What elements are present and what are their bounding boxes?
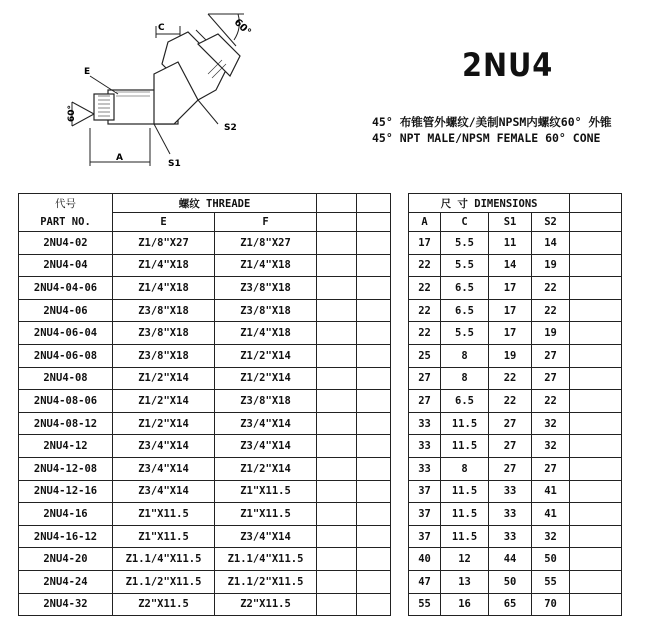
cell-blank — [357, 232, 391, 255]
cell-thread-f: Z3/4"X14 — [215, 435, 317, 458]
cell-thread-e: Z1.1/4"X11.5 — [113, 548, 215, 571]
cell-dim-a: 22 — [409, 322, 441, 345]
header-blank — [317, 213, 357, 232]
cell-dim-s2: 14 — [532, 232, 570, 255]
cell-dim-s1: 27 — [489, 457, 532, 480]
cell-blank — [317, 570, 357, 593]
cell-gap — [391, 322, 409, 345]
table-row — [19, 548, 622, 571]
cell-dim-a: 17 — [409, 232, 441, 255]
table-row — [19, 367, 622, 390]
subtitle-english: 45° NPT MALE/NPSM FEMALE 60° CONE — [372, 131, 601, 145]
header-dimensions: 尺 寸 DIMENSIONS — [409, 194, 570, 213]
cell-blank — [570, 254, 622, 277]
dim-a-label: A — [116, 153, 123, 163]
dim-s2-label: S2 — [224, 123, 237, 133]
cell-part-no: 2NU4-12-16 — [19, 480, 113, 503]
cell-part-no: 2NU4-08 — [19, 367, 113, 390]
cell-thread-e: Z1/4"X18 — [113, 254, 215, 277]
cell-dim-s2: 27 — [532, 457, 570, 480]
header-gap — [391, 213, 409, 232]
cell-dim-s2: 27 — [532, 367, 570, 390]
cell-thread-e: Z1/8"X27 — [113, 232, 215, 255]
angle-left-label: 60° — [67, 104, 77, 122]
cell-blank — [357, 367, 391, 390]
fitting-drawing-svg — [58, 4, 258, 174]
cell-dim-c: 11.5 — [441, 412, 489, 435]
subtitle-chinese: 45° 布锥管外螺纹/美制NPSM内螺纹60° 外锥 — [372, 115, 612, 129]
table-row — [19, 412, 622, 435]
cell-blank — [357, 503, 391, 526]
cell-thread-e: Z3/8"X18 — [113, 344, 215, 367]
cell-thread-f: Z1/2"X14 — [215, 367, 317, 390]
cell-blank — [570, 367, 622, 390]
angle-top-label: 60° — [231, 16, 253, 39]
cell-dim-c: 8 — [441, 367, 489, 390]
header-col-a: A — [409, 213, 441, 232]
cell-dim-a: 37 — [409, 480, 441, 503]
cell-thread-f: Z3/4"X14 — [215, 412, 317, 435]
table-row — [19, 390, 622, 413]
cell-blank — [570, 435, 622, 458]
cell-dim-s1: 17 — [489, 322, 532, 345]
spec-table-body — [19, 194, 622, 616]
cell-dim-s1: 33 — [489, 503, 532, 526]
cell-thread-e: Z2"X11.5 — [113, 593, 215, 616]
header-gap — [391, 194, 409, 213]
cell-gap — [391, 367, 409, 390]
cell-blank — [357, 299, 391, 322]
cell-part-no: 2NU4-06 — [19, 299, 113, 322]
cell-thread-f: Z1/2"X14 — [215, 344, 317, 367]
cell-dim-s1: 22 — [489, 367, 532, 390]
cell-gap — [391, 412, 409, 435]
table-row — [19, 322, 622, 345]
cell-thread-e: Z3/8"X18 — [113, 322, 215, 345]
cell-dim-a: 25 — [409, 344, 441, 367]
cell-blank — [357, 344, 391, 367]
cell-thread-e: Z1"X11.5 — [113, 525, 215, 548]
cell-dim-s2: 41 — [532, 480, 570, 503]
table-row — [19, 435, 622, 458]
cell-dim-a: 33 — [409, 435, 441, 458]
cell-thread-f: Z3/8"X18 — [215, 390, 317, 413]
cell-dim-s1: 17 — [489, 277, 532, 300]
cell-blank — [317, 232, 357, 255]
table-row — [19, 503, 622, 526]
table-row — [19, 232, 622, 255]
cell-part-no: 2NU4-20 — [19, 548, 113, 571]
header-blank — [317, 194, 357, 213]
dim-c-label: C — [158, 23, 165, 33]
cell-dim-s2: 22 — [532, 277, 570, 300]
cell-dim-s2: 22 — [532, 390, 570, 413]
cell-blank — [317, 457, 357, 480]
cell-part-no: 2NU4-06-08 — [19, 344, 113, 367]
cell-dim-s1: 65 — [489, 593, 532, 616]
table-row — [19, 299, 622, 322]
cell-thread-e: Z3/4"X14 — [113, 457, 215, 480]
cell-blank — [317, 525, 357, 548]
cell-thread-e: Z3/8"X18 — [113, 299, 215, 322]
cell-blank — [317, 412, 357, 435]
table-row — [19, 480, 622, 503]
cell-blank — [317, 390, 357, 413]
cell-gap — [391, 277, 409, 300]
cell-dim-a: 47 — [409, 570, 441, 593]
cell-blank — [570, 503, 622, 526]
cell-blank — [570, 390, 622, 413]
cell-gap — [391, 232, 409, 255]
cell-part-no: 2NU4-04-06 — [19, 277, 113, 300]
cell-dim-c: 6.5 — [441, 277, 489, 300]
cell-part-no: 2NU4-02 — [19, 232, 113, 255]
cell-thread-f: Z2"X11.5 — [215, 593, 317, 616]
cell-blank — [317, 480, 357, 503]
cell-dim-c: 8 — [441, 457, 489, 480]
header-blank — [357, 194, 391, 213]
cell-dim-c: 11.5 — [441, 480, 489, 503]
cell-thread-f: Z1/4"X18 — [215, 254, 317, 277]
cell-blank — [357, 412, 391, 435]
cell-dim-s1: 17 — [489, 299, 532, 322]
cell-blank — [317, 593, 357, 616]
cell-thread-e: Z1"X11.5 — [113, 503, 215, 526]
cell-blank — [317, 503, 357, 526]
cell-blank — [357, 322, 391, 345]
cell-dim-s2: 19 — [532, 322, 570, 345]
cell-part-no: 2NU4-08-06 — [19, 390, 113, 413]
cell-dim-s1: 50 — [489, 570, 532, 593]
cell-blank — [317, 344, 357, 367]
cell-dim-s1: 11 — [489, 232, 532, 255]
cell-dim-a: 27 — [409, 390, 441, 413]
cell-blank — [570, 548, 622, 571]
cell-dim-s1: 27 — [489, 435, 532, 458]
cell-dim-a: 33 — [409, 457, 441, 480]
cell-dim-a: 40 — [409, 548, 441, 571]
cell-dim-c: 6.5 — [441, 299, 489, 322]
cell-dim-s2: 50 — [532, 548, 570, 571]
cell-blank — [570, 277, 622, 300]
header-col-f: F — [215, 213, 317, 232]
cell-dim-c: 11.5 — [441, 503, 489, 526]
cell-dim-a: 22 — [409, 254, 441, 277]
cell-part-no: 2NU4-16-12 — [19, 525, 113, 548]
cell-dim-c: 5.5 — [441, 254, 489, 277]
product-code-title: 2NU4 — [462, 46, 554, 84]
header-part-no: PART NO. — [19, 213, 113, 232]
cell-dim-s1: 33 — [489, 480, 532, 503]
cell-thread-f: Z1/8"X27 — [215, 232, 317, 255]
spec-table — [18, 193, 622, 616]
cell-dim-a: 33 — [409, 412, 441, 435]
header-thread: 螺纹 THREADE — [113, 194, 317, 213]
cell-blank — [570, 322, 622, 345]
cell-blank — [570, 570, 622, 593]
cell-blank — [357, 480, 391, 503]
header-code-cn-text: 代号 — [55, 197, 76, 210]
cell-thread-f: Z1"X11.5 — [215, 503, 317, 526]
cell-gap — [391, 457, 409, 480]
table-row — [19, 254, 622, 277]
cell-blank — [570, 232, 622, 255]
cell-dim-s1: 22 — [489, 390, 532, 413]
cell-dim-s1: 27 — [489, 412, 532, 435]
cell-dim-c: 16 — [441, 593, 489, 616]
cell-blank — [357, 254, 391, 277]
cell-blank — [357, 435, 391, 458]
cell-blank — [317, 548, 357, 571]
cell-dim-s2: 32 — [532, 435, 570, 458]
cell-dim-s1: 19 — [489, 344, 532, 367]
cell-dim-s2: 41 — [532, 503, 570, 526]
cell-thread-f: Z3/8"X18 — [215, 277, 317, 300]
cell-part-no: 2NU4-04 — [19, 254, 113, 277]
header-col-c: C — [441, 213, 489, 232]
fitting-drawing — [58, 4, 258, 174]
cell-dim-a: 22 — [409, 299, 441, 322]
cell-gap — [391, 254, 409, 277]
cell-dim-a: 22 — [409, 277, 441, 300]
cell-dim-s2: 70 — [532, 593, 570, 616]
cell-dim-c: 13 — [441, 570, 489, 593]
cell-dim-s2: 32 — [532, 412, 570, 435]
cell-thread-f: Z1.1/4"X11.5 — [215, 548, 317, 571]
cell-thread-f: Z1/4"X18 — [215, 322, 317, 345]
cell-part-no: 2NU4-06-04 — [19, 322, 113, 345]
cell-blank — [570, 480, 622, 503]
header-col-s2: S2 — [532, 213, 570, 232]
cell-dim-s2: 27 — [532, 344, 570, 367]
cell-blank — [317, 277, 357, 300]
cell-thread-e: Z1.1/2"X11.5 — [113, 570, 215, 593]
cell-blank — [357, 390, 391, 413]
cell-thread-e: Z1/2"X14 — [113, 412, 215, 435]
cell-gap — [391, 525, 409, 548]
cell-dim-s2: 22 — [532, 299, 570, 322]
cell-gap — [391, 570, 409, 593]
cell-blank — [317, 367, 357, 390]
header-col-s1: S1 — [489, 213, 532, 232]
cell-blank — [317, 299, 357, 322]
table-row — [19, 593, 622, 616]
cell-gap — [391, 503, 409, 526]
cell-dim-s1: 33 — [489, 525, 532, 548]
cell-blank — [357, 525, 391, 548]
header-blank — [357, 213, 391, 232]
table-row — [19, 277, 622, 300]
cell-part-no: 2NU4-16 — [19, 503, 113, 526]
cell-dim-s2: 19 — [532, 254, 570, 277]
cell-thread-e: Z1/4"X18 — [113, 277, 215, 300]
cell-gap — [391, 390, 409, 413]
cell-blank — [570, 344, 622, 367]
table-row — [19, 525, 622, 548]
cell-blank — [317, 254, 357, 277]
cell-dim-c: 12 — [441, 548, 489, 571]
cell-dim-s2: 55 — [532, 570, 570, 593]
cell-thread-f: Z1"X11.5 — [215, 480, 317, 503]
cell-dim-a: 55 — [409, 593, 441, 616]
cell-blank — [570, 299, 622, 322]
header-row-2 — [19, 213, 622, 232]
header-blank — [570, 194, 622, 213]
cell-gap — [391, 344, 409, 367]
cell-dim-a: 37 — [409, 525, 441, 548]
cell-dim-s1: 14 — [489, 254, 532, 277]
cell-gap — [391, 480, 409, 503]
dim-s1-label: S1 — [168, 159, 181, 169]
header-col-e: E — [113, 213, 215, 232]
cell-thread-f: Z1/2"X14 — [215, 457, 317, 480]
cell-blank — [570, 525, 622, 548]
cell-dim-c: 5.5 — [441, 232, 489, 255]
cell-blank — [357, 277, 391, 300]
cell-dim-c: 11.5 — [441, 525, 489, 548]
cell-thread-e: Z1/2"X14 — [113, 390, 215, 413]
cell-dim-s2: 32 — [532, 525, 570, 548]
cell-dim-a: 27 — [409, 367, 441, 390]
cell-blank — [357, 570, 391, 593]
cell-part-no: 2NU4-12 — [19, 435, 113, 458]
cell-blank — [570, 457, 622, 480]
cell-thread-f: Z1.1/2"X11.5 — [215, 570, 317, 593]
header-blank — [570, 213, 622, 232]
dim-e-label: E — [84, 67, 91, 77]
cell-dim-a: 37 — [409, 503, 441, 526]
cell-part-no: 2NU4-24 — [19, 570, 113, 593]
cell-blank — [570, 412, 622, 435]
header-row-1 — [19, 194, 622, 213]
cell-dim-s1: 44 — [489, 548, 532, 571]
cell-part-no: 2NU4-08-12 — [19, 412, 113, 435]
cell-thread-e: Z3/4"X14 — [113, 435, 215, 458]
cell-thread-f: Z3/8"X18 — [215, 299, 317, 322]
table-row — [19, 344, 622, 367]
cell-part-no: 2NU4-12-08 — [19, 457, 113, 480]
table-row — [19, 457, 622, 480]
cell-gap — [391, 593, 409, 616]
cell-gap — [391, 299, 409, 322]
cell-dim-c: 8 — [441, 344, 489, 367]
table-row — [19, 570, 622, 593]
cell-blank — [357, 457, 391, 480]
cell-thread-e: Z1/2"X14 — [113, 367, 215, 390]
header-code-cn — [19, 194, 113, 213]
cell-blank — [317, 322, 357, 345]
cell-blank — [357, 593, 391, 616]
cell-gap — [391, 548, 409, 571]
cell-blank — [357, 548, 391, 571]
cell-thread-f: Z3/4"X14 — [215, 525, 317, 548]
cell-gap — [391, 435, 409, 458]
cell-part-no: 2NU4-32 — [19, 593, 113, 616]
cell-thread-e: Z3/4"X14 — [113, 480, 215, 503]
cell-blank — [570, 593, 622, 616]
cell-dim-c: 5.5 — [441, 322, 489, 345]
cell-dim-c: 6.5 — [441, 390, 489, 413]
cell-blank — [317, 435, 357, 458]
cell-dim-c: 11.5 — [441, 435, 489, 458]
